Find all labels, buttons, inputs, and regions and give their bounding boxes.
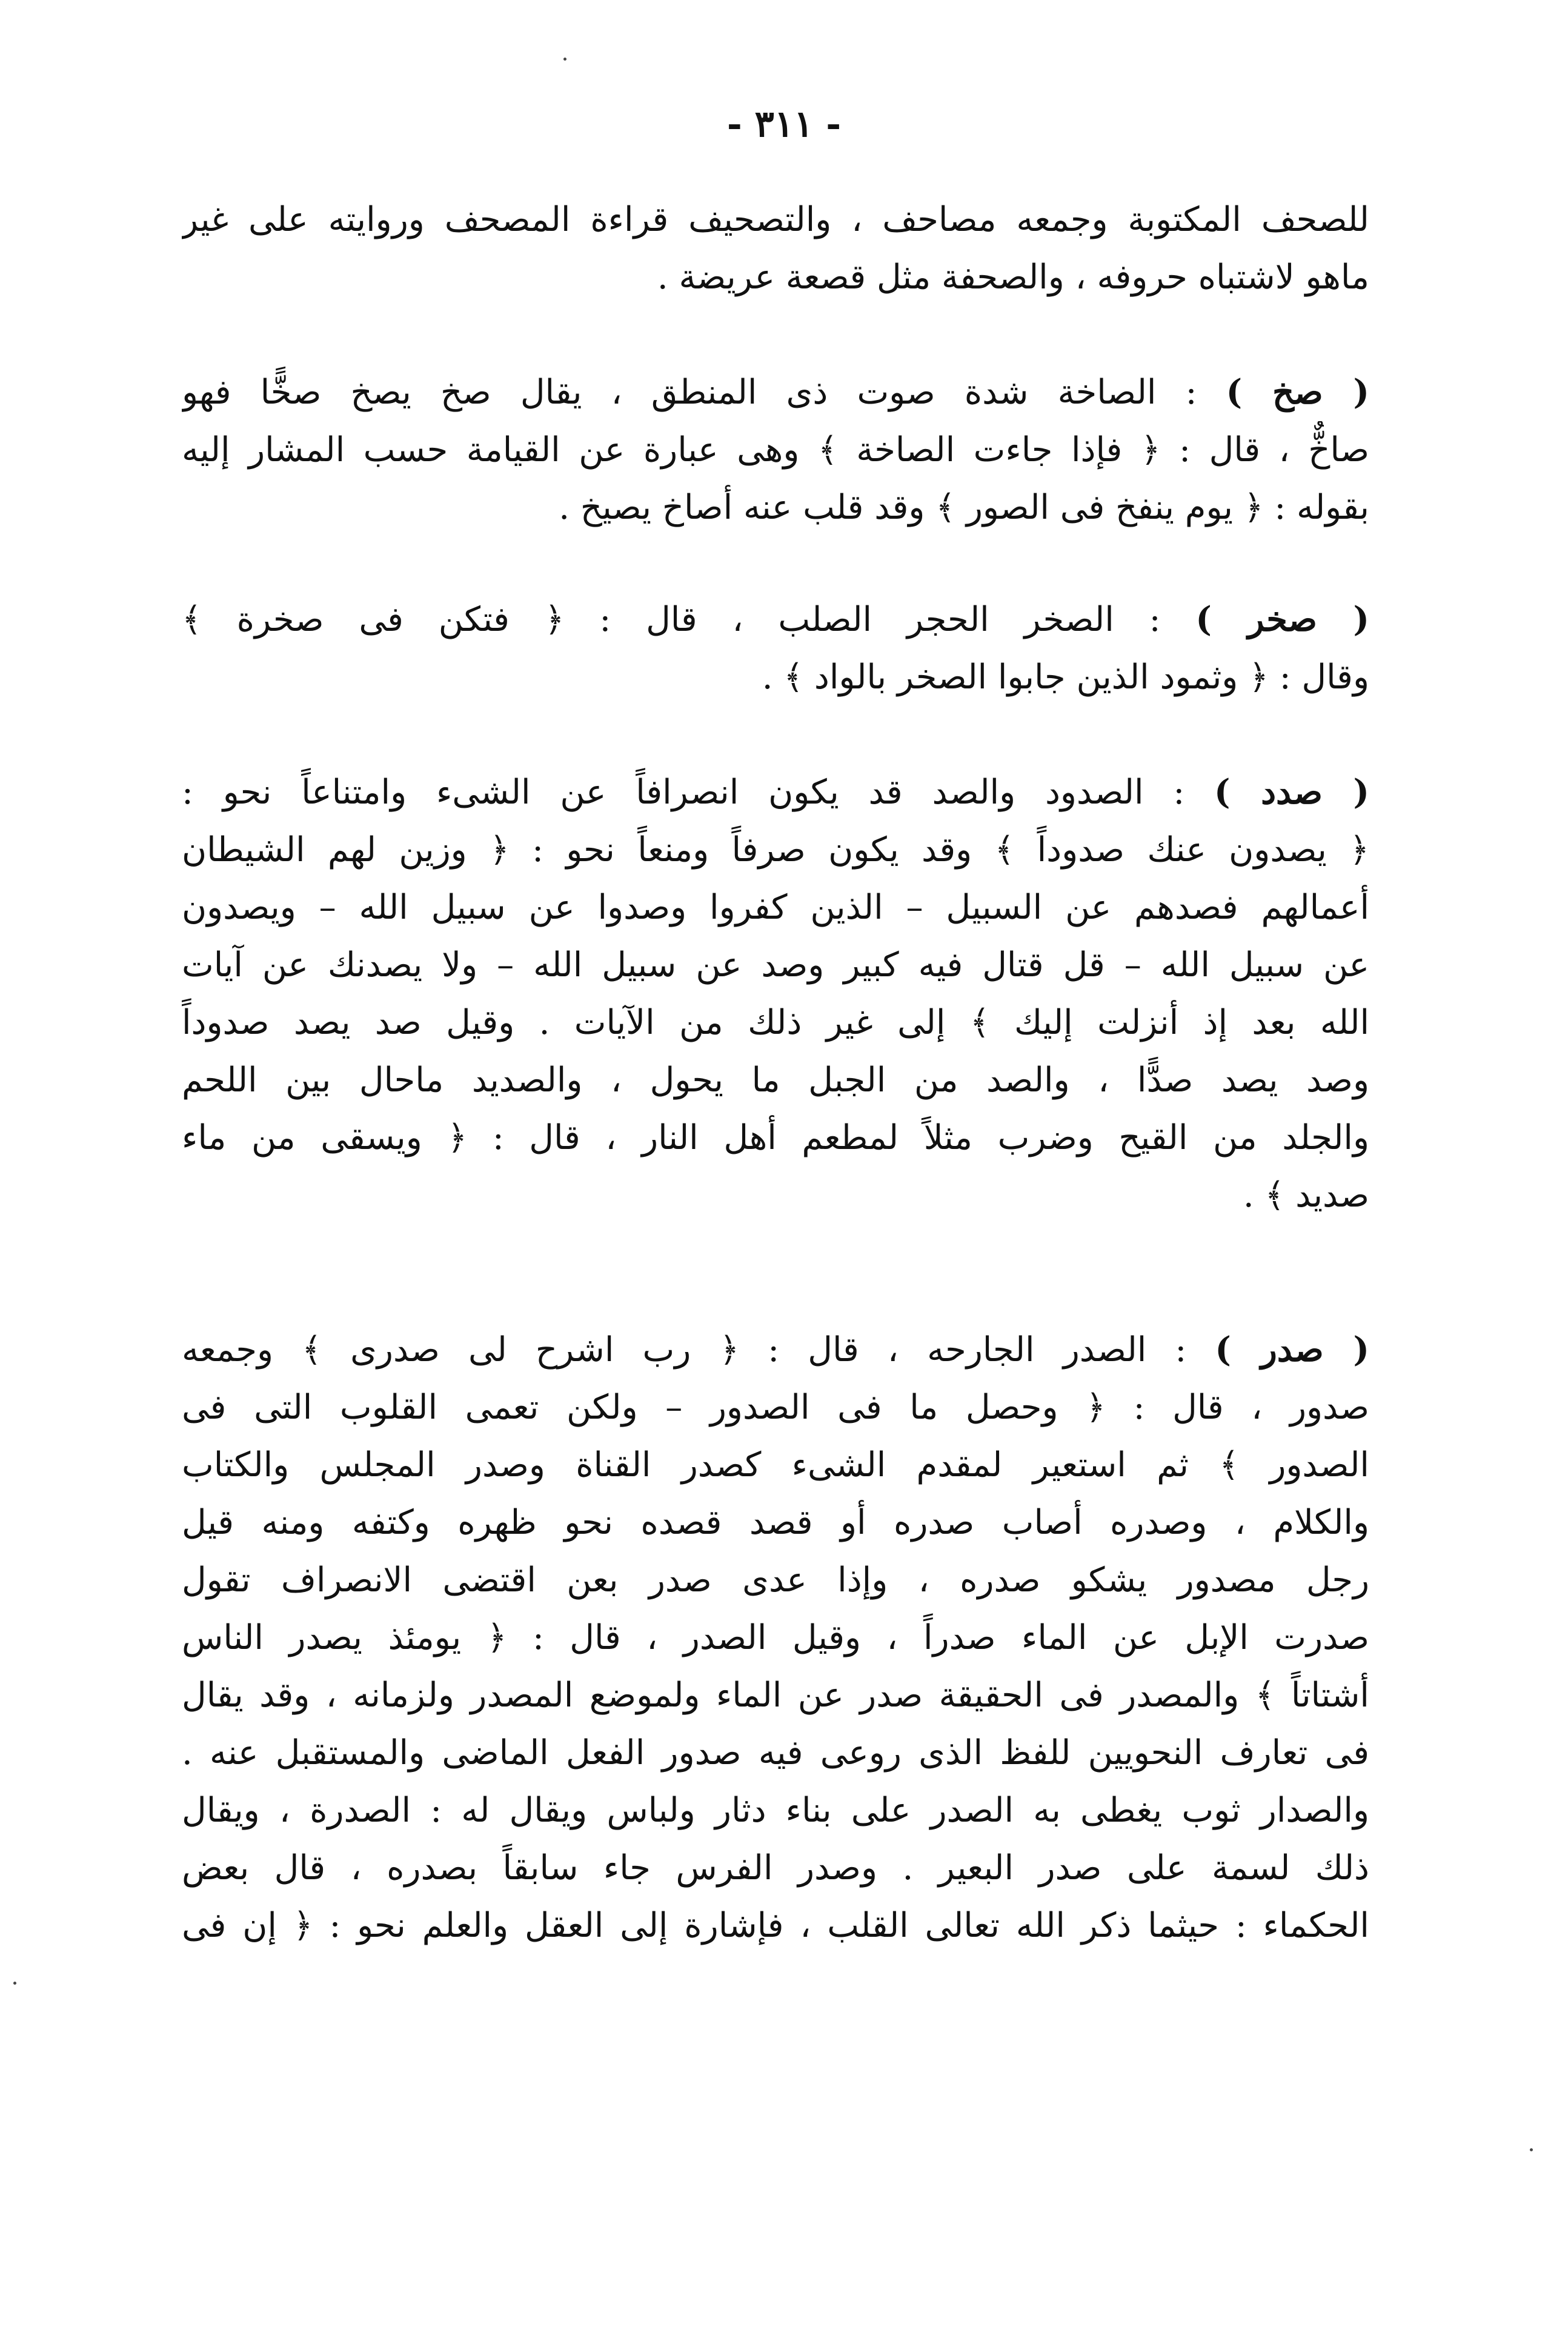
text-line: صدور ، قال : ﴿ وحصل ما فى الصدور – ولكن تعمى القلوب التى فى [182,1388,1369,1427]
text-line [182,591,1369,648]
text-line: صديد ﴾ . [1243,1176,1369,1215]
text-line: الحكماء : حيثما ذكر الله تعالى القلب ، فإشارة إلى العقل والعلم نحو : ﴿ إن فى [182,1906,1369,1945]
entry-headword: ( صدر ) [1215,1330,1369,1370]
text-line: الله بعد إذ أنزلت إليك ﴾ إلى غير ذلك من الآيات . وقيل صد يصد صدوداً [182,1003,1369,1042]
text-line [182,764,1369,821]
text-line: ذلك لسمة على صدر البعير . وصدر الفرس جاء سابقاً بصدره ، قال بعض [182,1848,1369,1888]
text-line [182,1321,1369,1379]
text-line: الصدور ﴾ ثم استعير لمقدم الشىء كصدر القناة وصدر المجلس والكتاب [182,1445,1369,1485]
entry-headword: ( صخ ) [1226,372,1369,412]
entry-headword: ( صخر ) [1195,599,1369,639]
text-line: ﴿ يصدون عنك صدوداً ﴾ وقد يكون صرفاً ومنعاً نحو : ﴿ وزين لهم الشيطان [182,830,1369,870]
text-line: أعمالهم فصدهم عن السبيل – الذين كفروا وصدوا عن سبيل الله – ويصدون [182,888,1369,927]
text-line: فى تعارف النحويين للفظ الذى روعى فيه صدور الفعل الماضى والمستقبل عنه . [182,1733,1369,1773]
paragraph-sahf-continuation [182,191,1369,306]
text-line: وصد يصد صدًّا ، والصد من الجبل ما يحول ، والصديد ماحال بين اللحم [182,1061,1369,1100]
text-line: والصدار ثوب يغطى به الصدر على بناء دثار ولباس ويقال له : الصدرة ، ويقال [182,1791,1369,1830]
text-line: ماهو لاشتباه حروفه ، والصحفة مثل قصعة عريضة . [657,258,1369,297]
text-line: رجل مصدور يشكو صدره ، وإذا عدى صدر بعن اقتضى الانصراف تقول [182,1560,1369,1600]
text-line: للصحف المكتوبة وجمعه مصاحف ، والتصحيف قراءة المصحف وروايته على غير [182,200,1369,239]
text-line: والجلد من القيح وضرب مثلاً لمطعم أهل النار ، قال : ﴿ ويسقى من ماء [182,1118,1369,1157]
text-segment: : الصدود والصد قد يكون انصرافاً عن الشىء وامتناعاً نحو : [182,773,1215,812]
entry-sadr [182,1321,1369,1954]
scan-speck [563,58,566,61]
entry-headword: ( صدد ) [1214,772,1369,812]
text-line: والكلام ، وصدره أصاب صدره أو قصد قصده نحو ظهره وكتفه ومنه قيل [182,1503,1369,1542]
page-number: - ٣١١ - [726,103,842,145]
entry-sakhr [182,591,1369,706]
entry-sadd [182,764,1369,1224]
text-line: بقوله : ﴿ يوم ينفخ فى الصور ﴾ وقد قلب عنه أصاخ يصيخ . [559,488,1369,527]
text-line: وقال : ﴿ وثمود الذين جابوا الصخر بالواد ﴾ . [762,658,1369,697]
scan-speck [13,1982,16,1985]
entry-sakh [182,364,1369,536]
text-line: صدرت الإبل عن الماء صدراً ، وقيل الصدر ، قال : ﴿ يومئذ يصدر الناس [182,1618,1369,1657]
text-segment: : الصاخة شدة صوت ذى المنطق ، يقال صخ يصخ صخًّا فهو [182,373,1226,412]
text-segment: : الصدر الجارحه ، قال : ﴿ رب اشرح لى صدرى ﴾ وجمعه [182,1330,1215,1370]
text-segment: : الصخر الحجر الصلب ، قال : ﴿ فتكن فى صخرة ﴾ [182,600,1196,639]
text-line: أشتاتاً ﴾ والمصدر فى الحقيقة صدر عن الماء ولموضع المصدر ولزمانه ، وقد يقال [182,1676,1369,1715]
text-line: صاخٌّ ، قال : ﴿ فإذا جاءت الصاخة ﴾ وهى عبارة عن القيامة حسب المشار إليه [182,430,1369,470]
text-line [182,364,1369,421]
text-line: عن سبيل الله – قل قتال فيه كبير وصد عن سبيل الله – ولا يصدنك عن آيات [182,945,1369,985]
scan-speck [1530,2148,1533,2151]
